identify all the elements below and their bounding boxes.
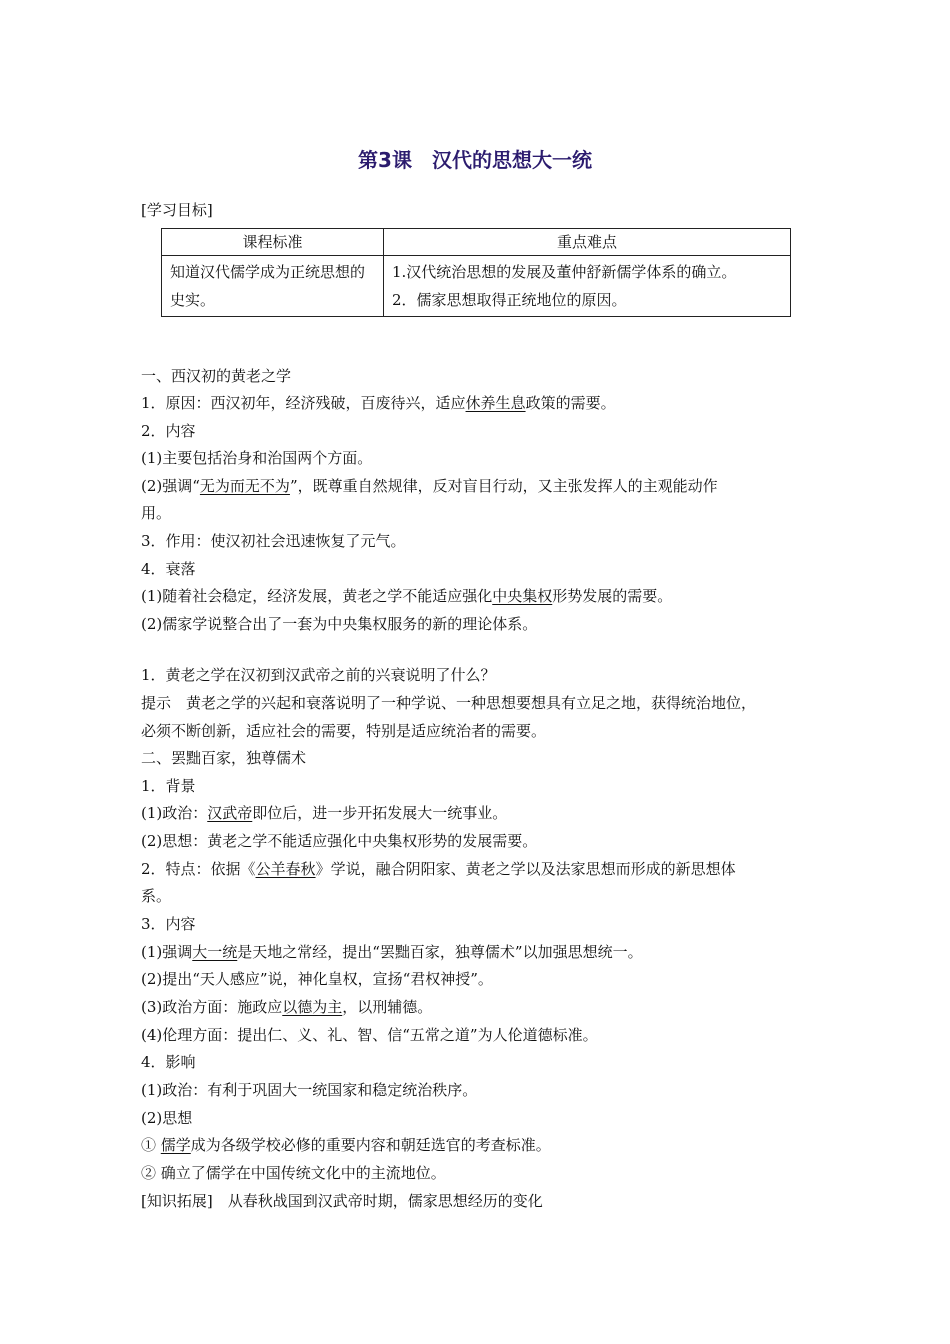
text-span: (2)思想 [141,1109,193,1127]
text-line [141,614,537,634]
goals-label: [学习目标] [141,201,213,219]
text-span: 3．内容 [141,915,196,933]
header-key-points: 重点难点 [384,229,791,256]
text-span: (1)强调 [141,943,193,961]
text-line [141,886,171,906]
text-span: [知识拓展] 从春秋战国到汉武帝时期，儒家思想经历的变化 [141,1192,543,1210]
text-span: (1)随着社会稳定，经济发展，黄老之学不能适应强化 [141,587,493,605]
underlined-keyword: 休养生息 [465,394,526,412]
text-span: 政策的需要。 [525,394,616,412]
text-span: 成为各级学校必修的重要内容和朝廷选官的考查标准。 [190,1136,551,1154]
text-span: (1)政治： [141,804,208,822]
text-line [141,721,546,741]
text-line [141,942,643,962]
text-span: 2．特点：依据《 [141,860,256,878]
text-span: (2)提出“天人感应”说，神化皇权，宣扬“君权神授”。 [141,970,493,988]
text-span: 4．影响 [141,1053,196,1071]
text-line [141,803,507,823]
text-line [141,586,672,606]
underlined-keyword: 公羊春秋 [255,860,316,878]
text-span: (4)伦理方面：提出仁、义、礼、智、信“五常之道”为人伦道德标准。 [141,1026,598,1044]
underlined-keyword: 大一统 [192,943,238,961]
text-span: ”，既尊重自然规律，反对盲目行动，又主张发挥人的主观能动作 [289,477,718,495]
text-line [141,366,291,386]
underlined-keyword: 无为而无不为 [199,477,290,495]
text-span: 2．内容 [141,422,196,440]
text-span: 是天地之常经，提出“罢黜百家，独尊儒术”以加强思想统一。 [237,943,643,961]
text-line [141,776,196,796]
text-span: 系。 [141,887,172,905]
text-span: 即位后，进一步开拓发展大一统事业。 [252,804,508,822]
text-span: ① [141,1136,161,1154]
header-course-standard: 课程标准 [162,229,384,256]
text-line [141,748,306,768]
text-span: 1．原因：西汉初年，经济残破，百废待兴，适应 [141,394,466,412]
text-span: ，以刑辅德。 [342,998,433,1016]
text-span: 用。 [141,504,172,522]
text-span: 3．作用：使汉初社会迅速恢复了元气。 [141,532,406,550]
text-line [141,1135,551,1155]
text-line [141,476,718,496]
text-line [141,531,406,551]
text-line [141,393,616,413]
text-line [141,1080,477,1100]
text-line [141,859,736,879]
text-span: (1)政治：有利于巩固大一统国家和稳定统治秩序。 [141,1081,478,1099]
text-span: 二、罢黜百家，独尊儒术 [141,749,307,767]
course-standard-cell: 知道汉代儒学成为正统思想的史实。 [162,256,384,317]
key-point-2: 2．儒家思想取得正统地位的原因。 [392,291,627,309]
text-span: 一、西汉初的黄老之学 [141,367,292,385]
text-line [141,914,196,934]
text-line [141,1052,196,1072]
text-line [141,693,756,713]
text-span: 形势发展的需要。 [552,587,673,605]
text-line [141,421,196,441]
text-span: 1．黄老之学在汉初到汉武帝之前的兴衰说明了什么？ [141,666,496,684]
underlined-keyword: 中央集权 [492,587,553,605]
text-span: (3)政治方面：施政应 [141,998,283,1016]
text-line [141,1191,543,1211]
text-line [141,1163,446,1183]
goals-table-row [162,256,791,317]
text-line [141,1025,598,1045]
lesson-title: 第3课 汉代的思想大一统 [358,148,592,172]
key-point-1: 1.汉代统治思想的发展及董仲舒新儒学体系的确立。 [392,263,737,281]
text-span: (2)思想：黄老之学不能适应强化中央集权形势的发展需要。 [141,832,538,850]
text-line [141,503,171,523]
underlined-keyword: 儒学 [160,1136,191,1154]
text-line [141,831,537,851]
text-line [141,969,493,989]
text-line [141,997,432,1017]
text-span: 4．衰落 [141,560,196,578]
text-line [141,665,496,685]
underlined-keyword: 以德为主 [282,998,343,1016]
goals-table [161,228,791,317]
text-line [141,1108,192,1128]
key-points-cell [384,256,791,317]
text-span: 提示 黄老之学的兴起和衰落说明了一种学说、一种思想要想具有立足之地，获得统治地位， [141,694,757,712]
text-line [141,448,372,468]
text-span: ② 确立了儒学在中国传统文化中的主流地位。 [141,1164,446,1182]
text-span: (2)强调“ [141,477,200,495]
goals-table-header-row [162,229,791,256]
text-span: (1)主要包括治身和治国两个方面。 [141,449,373,467]
text-span: 》学说，融合阴阳家、黄老之学以及法家思想而形成的新思想体 [315,860,736,878]
underlined-keyword: 汉武帝 [207,804,253,822]
text-span: (2)儒家学说整合出了一套为中央集权服务的新的理论体系。 [141,615,538,633]
text-span: 必须不断创新，适应社会的需要，特别是适应统治者的需要。 [141,722,547,740]
text-span: 1．背景 [141,777,196,795]
text-line [141,559,196,579]
